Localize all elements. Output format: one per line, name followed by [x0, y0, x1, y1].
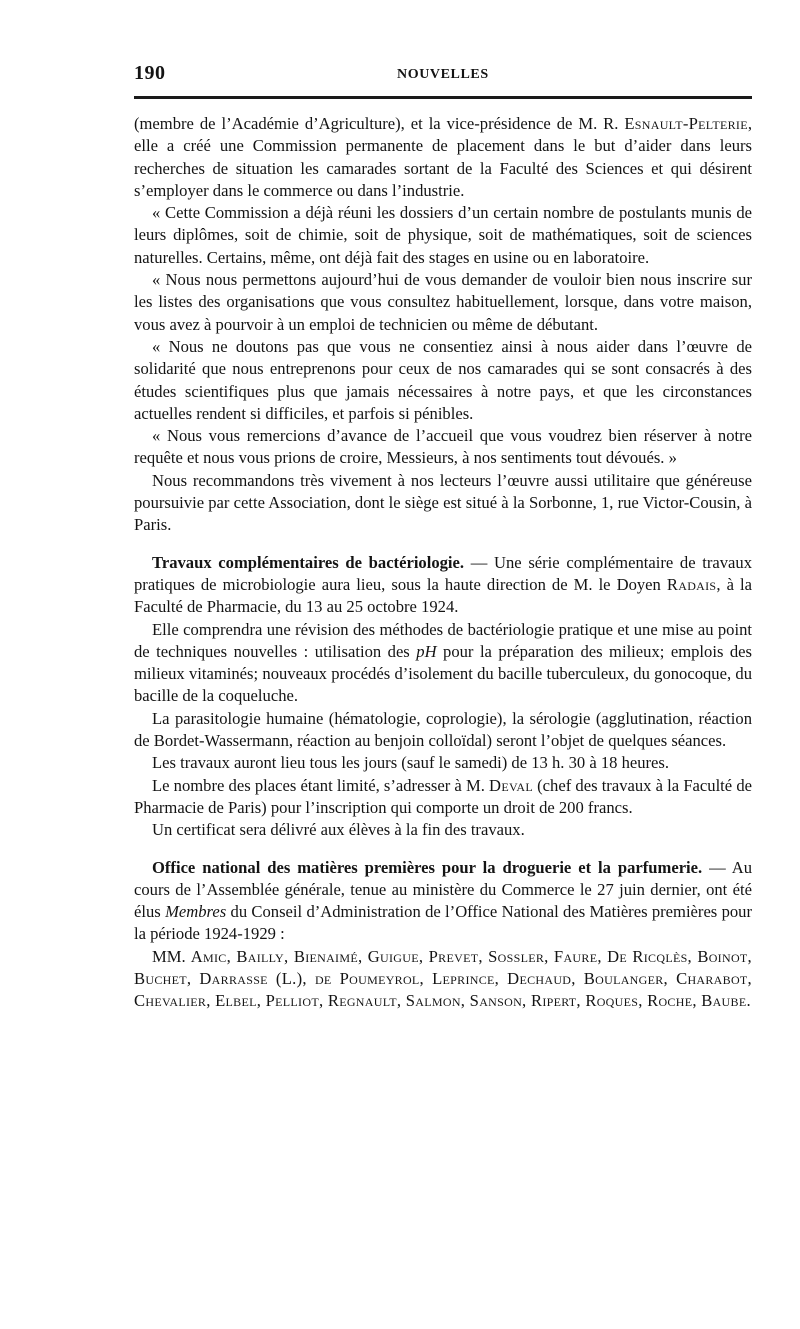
paragraph-bact-certificate: Un certificat sera délivré aux élèves à la fin des travaux.	[152, 820, 525, 840]
paragraph-bact-schedule: Les travaux auront lieu tous les jours (sauf le samedi) de 13 h. 30 à 18 heures.	[152, 753, 670, 773]
page-header	[134, 62, 752, 88]
paragraph-letter-3: « Nous ne doutons pas que vous ne consentiez ainsi à nous aider dans l’œuvre de solidarité que nous entreprenons pour ceux de nos camarades qui se sont consacrés à des études scientifiques plus que jamais nécessaires à notre pays, et que les circonstances actuelles rendent si difficiles, et parfois si pénibles.	[134, 336, 752, 423]
person-name: Radais	[666, 574, 717, 594]
article-body	[134, 113, 752, 1013]
paragraph-bact-registration: Le nombre des places étant limité, s’adresser à M. Deval (chef des travaux à la Faculté de Pharmacie de Paris) pour l’inscription qui comporte un droit de 200 francs.	[134, 775, 752, 817]
members-names: Amic, Bailly, Bienaimé, Guigue, Prevet, Sossler, Faure, De Ricqlès, Boinot, Buchet, Darrasse (L.), de Poumeyrol, Leprince, Dechaud, Boulanger, Charabot, Chevalier, Elbel, Pelliot, Regnault, Salmon, Sanson, Ripert, Roques, Roche, Baube.	[134, 946, 752, 1011]
paragraph-letter-2: « Nous nous permettons aujourd’hui de vous demander de vouloir bien nous inscrire sur les listes des organisations que vous consultez habituellement, lorsque, dans votre maison, vous avez à pourvoir à un emploi de technicien ou même de débutant.	[134, 270, 752, 334]
person-name: Esnault-Pelterie	[624, 114, 748, 133]
paragraph-bact-parasitology: La parasitologie humaine (hématologie, coprologie), la sérologie (agglutination, réaction de Bordet-Wassermann, réaction au benjoin colloïdal) seront l’objet de quelques séances.	[134, 708, 752, 751]
paragraph-bact-program: Elle comprendra une révision des méthodes de bactériologie pratique et une mise au point de techniques nouvelles : utilisation des pH pour la préparation des milieux; emplois des milieux vitaminés; nouveaux procédés d’isolement du bacille tuberculeux, du gonocoque, du bacille de la coqueluche.	[134, 619, 753, 706]
running-title: NOUVELLES	[397, 67, 489, 82]
paragraph-letter-4: « Nous vous remercions d’avance de l’accueil que vous voudrez bien réserver à notre requête et nous vous prions de croire, Messieurs, à nos sentiments tout dévoués. »	[134, 426, 752, 468]
paragraph-recommendation: Nous recommandons très vivement à nos lecteurs l’œuvre aussi utilitaire que généreuse poursuivie par cette Association, dont le siège est situé à la Sorbonne, 1, rue Victor-Cousin, à Paris.	[134, 470, 752, 535]
paragraph-commission-intro: (membre de l’Académie d’Agriculture), et la vice-présidence de M. R. Esnault-Pelterie, elle a créé une Commission permanente de placement dans le but d’aider dans leurs recherches de situation les camarades sortant de la Faculté des Sciences et qui désirent s’employer dans le commerce ou dans l’industrie.	[134, 114, 752, 200]
section-heading: Travaux complémentaires de bactériologie.	[152, 552, 465, 572]
paragraph-letter-1: « Cette Commission a déjà réuni les dossiers d’un certain nombre de postulants munis de leurs diplômes, soit de chimie, soit de physique, soit de mathématiques, soit de sciences naturelles. Certains, même, ont déjà fait des stages en usine ou en laboratoire.	[134, 203, 752, 267]
person-name: Deval	[489, 775, 533, 795]
paragraph-members-list: MM. Amic, Bailly, Bienaimé, Guigue, Prevet, Sossler, Faure, De Ricqlès, Boinot, Buchet, Darrasse (L.), de Poumeyrol, Leprince, Dechaud, Boulanger, Charabot, Chevalier, Elbel, Pelliot, Regnault, Salmon, Sanson, Ripert, Roques, Roche, Baube.	[134, 946, 752, 1011]
header-rule	[134, 96, 752, 99]
page-number: 190	[134, 62, 166, 84]
section-office-national: Office national des matières premières pour la droguerie et la parfumerie. — Au cours de l’Assemblée générale, tenue au ministère du Commerce le 27 juin dernier, ont été élus Membres du Conseil d’Administration de l’Office National des Matières premières pour la période 1924-1929 :	[134, 857, 752, 944]
section-heading: Office national des matières premières pour la droguerie et la parfumerie.	[152, 857, 703, 877]
section-bacteriologie: Travaux complémentaires de bactériologie. — Une série complémentaire de travaux pratiques de microbiologie aura lieu, sous la haute direction de M. le Doyen Radais, à la Faculté de Pharmacie, du 13 au 25 octobre 1924.	[134, 552, 752, 617]
